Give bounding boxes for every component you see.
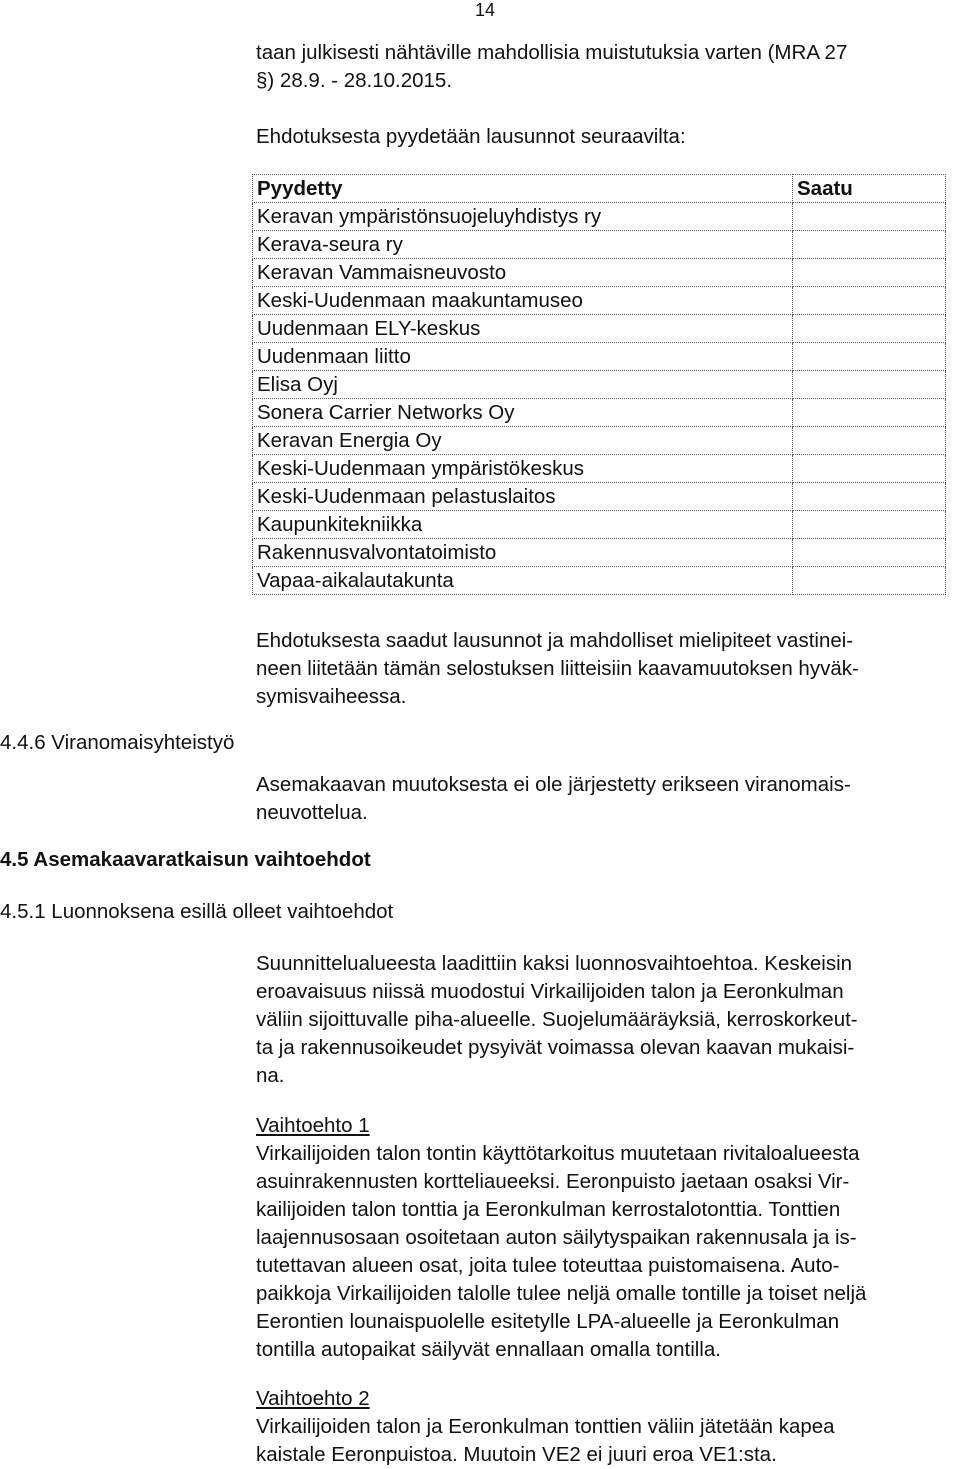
page-number: 14 [474,0,496,20]
table-row [253,455,946,483]
table-row [253,315,946,343]
table-row [253,539,946,567]
requested-party-cell: Keravan Energia Oy [253,427,793,455]
section-heading-4-4-6: 4.4.6 Viranomaisyhteistyö [0,731,235,754]
option-1-line: laajennusosaan osoitetaan auton säilytyspaikan rakennusala ja is- [256,1226,857,1249]
received-cell [793,259,946,287]
received-cell [793,455,946,483]
requested-party-cell: Keravan ympäristönsuojeluyhdistys ry [253,203,793,231]
requested-party-cell: Keravan Vammaisneuvosto [253,259,793,287]
requested-party-cell: Rakennusvalvontatoimisto [253,539,793,567]
received-cell [793,483,946,511]
statements-line: neen liitetään tämän selostuksen liitteisiin kaavamuutoksen hyväk- [256,657,859,680]
option-1-text [256,1140,956,1364]
alternatives-line: na. [256,1064,285,1087]
table-row [253,567,946,595]
option-2-text [256,1413,956,1469]
option-1-line: paikkoja Virkailijoiden talolle tulee neljä omalle tontille ja toiset neljä [256,1282,867,1305]
option-1-line: Eerontien lounaispuolelle esitetylle LPA-alueelle ja Eeronkulman [256,1310,840,1333]
requested-party-cell: Uudenmaan liitto [253,343,793,371]
requested-party-cell: Elisa Oyj [253,371,793,399]
option-1-line: tontilla autopaikat säilyvät ennallaan omalla tontilla. [256,1338,721,1361]
option-1-line: kailijoiden talon tonttia ja Eeronkulman kerrostalotonttia. Tonttien [256,1198,841,1221]
table-row [253,343,946,371]
option-1-title: Vaihtoehto 1 [256,1114,370,1137]
option-2-line: Virkailijoiden talon ja Eeronkulman tonttien väliin jätetään kapea [256,1415,835,1438]
table-row [253,287,946,315]
requested-party-cell: Sonera Carrier Networks Oy [253,399,793,427]
option-2-title: Vaihtoehto 2 [256,1387,370,1410]
alternatives-line: Suunnittelualueesta laadittiin kaksi luonnosvaihtoehtoa. Keskeisin [256,952,853,975]
alternatives-paragraph [256,950,956,1090]
table-row [253,427,946,455]
requested-party-cell: Kerava-seura ry [253,231,793,259]
table-row [253,203,946,231]
table-row [253,483,946,511]
table-header-row [253,175,946,203]
received-cell [793,399,946,427]
requested-party-cell: Keski-Uudenmaan maakuntamuseo [253,287,793,315]
alternatives-line: eroavaisuus niissä muodostui Virkailijoiden talon ja Eeronkulman [256,980,844,1003]
table-row [253,231,946,259]
received-cell [793,203,946,231]
received-cell [793,231,946,259]
requested-party-cell: Keski-Uudenmaan pelastuslaitos [253,483,793,511]
received-cell [793,315,946,343]
table-row [253,371,946,399]
recipients-table [252,174,946,595]
received-cell [793,287,946,315]
header-received: Saatu [793,175,946,203]
request-text: Ehdotuksesta pyydetään lausunnot seuraavilta: [256,125,686,148]
header-requested: Pyydetty [253,175,793,203]
received-cell [793,371,946,399]
option-1-line: asuinrakennusten kortteliaueeksi. Eeronpuisto jaetaan osaksi Vir- [256,1170,850,1193]
requested-party-cell: Vapaa-aikalautakunta [253,567,793,595]
received-cell [793,343,946,371]
authority-cooperation-text [256,771,956,827]
intro-line-2: §) 28.9. - 28.10.2015. [256,69,453,92]
option-1-line: tutettavan alueen osat, joita tulee toteuttaa puistomaisena. Auto- [256,1254,840,1277]
statements-line: symisvaiheessa. [256,685,407,708]
section-heading-4-5: 4.5 Asemakaavaratkaisun vaihtoehdot [0,848,371,871]
option-2-line: kaistale Eeronpuistoa. Muutoin VE2 ei juuri eroa VE1:sta. [256,1443,777,1466]
option-1-line: Virkailijoiden talon tontin käyttötarkoitus muutetaan rivitaloalueesta [256,1142,860,1165]
requested-party-cell: Uudenmaan ELY-keskus [253,315,793,343]
table-row [253,259,946,287]
table-row [253,511,946,539]
statements-paragraph [256,627,956,711]
statements-line: Ehdotuksesta saadut lausunnot ja mahdolliset mielipiteet vastinei- [256,629,854,652]
alternatives-line: väliin sijoittuvalle piha-alueelle. Suojelumääräyksiä, kerroskorkeut- [256,1008,858,1031]
intro-line-1: taan julkisesti nähtäville mahdollisia muistutuksia varten (MRA 27 [256,41,848,64]
section-heading-4-5-1: 4.5.1 Luonnoksena esillä olleet vaihtoehdot [0,900,394,923]
table-row [253,399,946,427]
received-cell [793,539,946,567]
authority-line: Asemakaavan muutoksesta ei ole järjestetty erikseen viranomais- [256,773,851,796]
received-cell [793,427,946,455]
intro-paragraph [256,39,956,95]
alternatives-line: ta ja rakennusoikeudet pysyivät voimassa olevan kaavan mukaisi- [256,1036,855,1059]
received-cell [793,567,946,595]
requested-party-cell: Kaupunkitekniikka [253,511,793,539]
received-cell [793,511,946,539]
requested-party-cell: Keski-Uudenmaan ympäristökeskus [253,455,793,483]
authority-line: neuvottelua. [256,801,368,824]
